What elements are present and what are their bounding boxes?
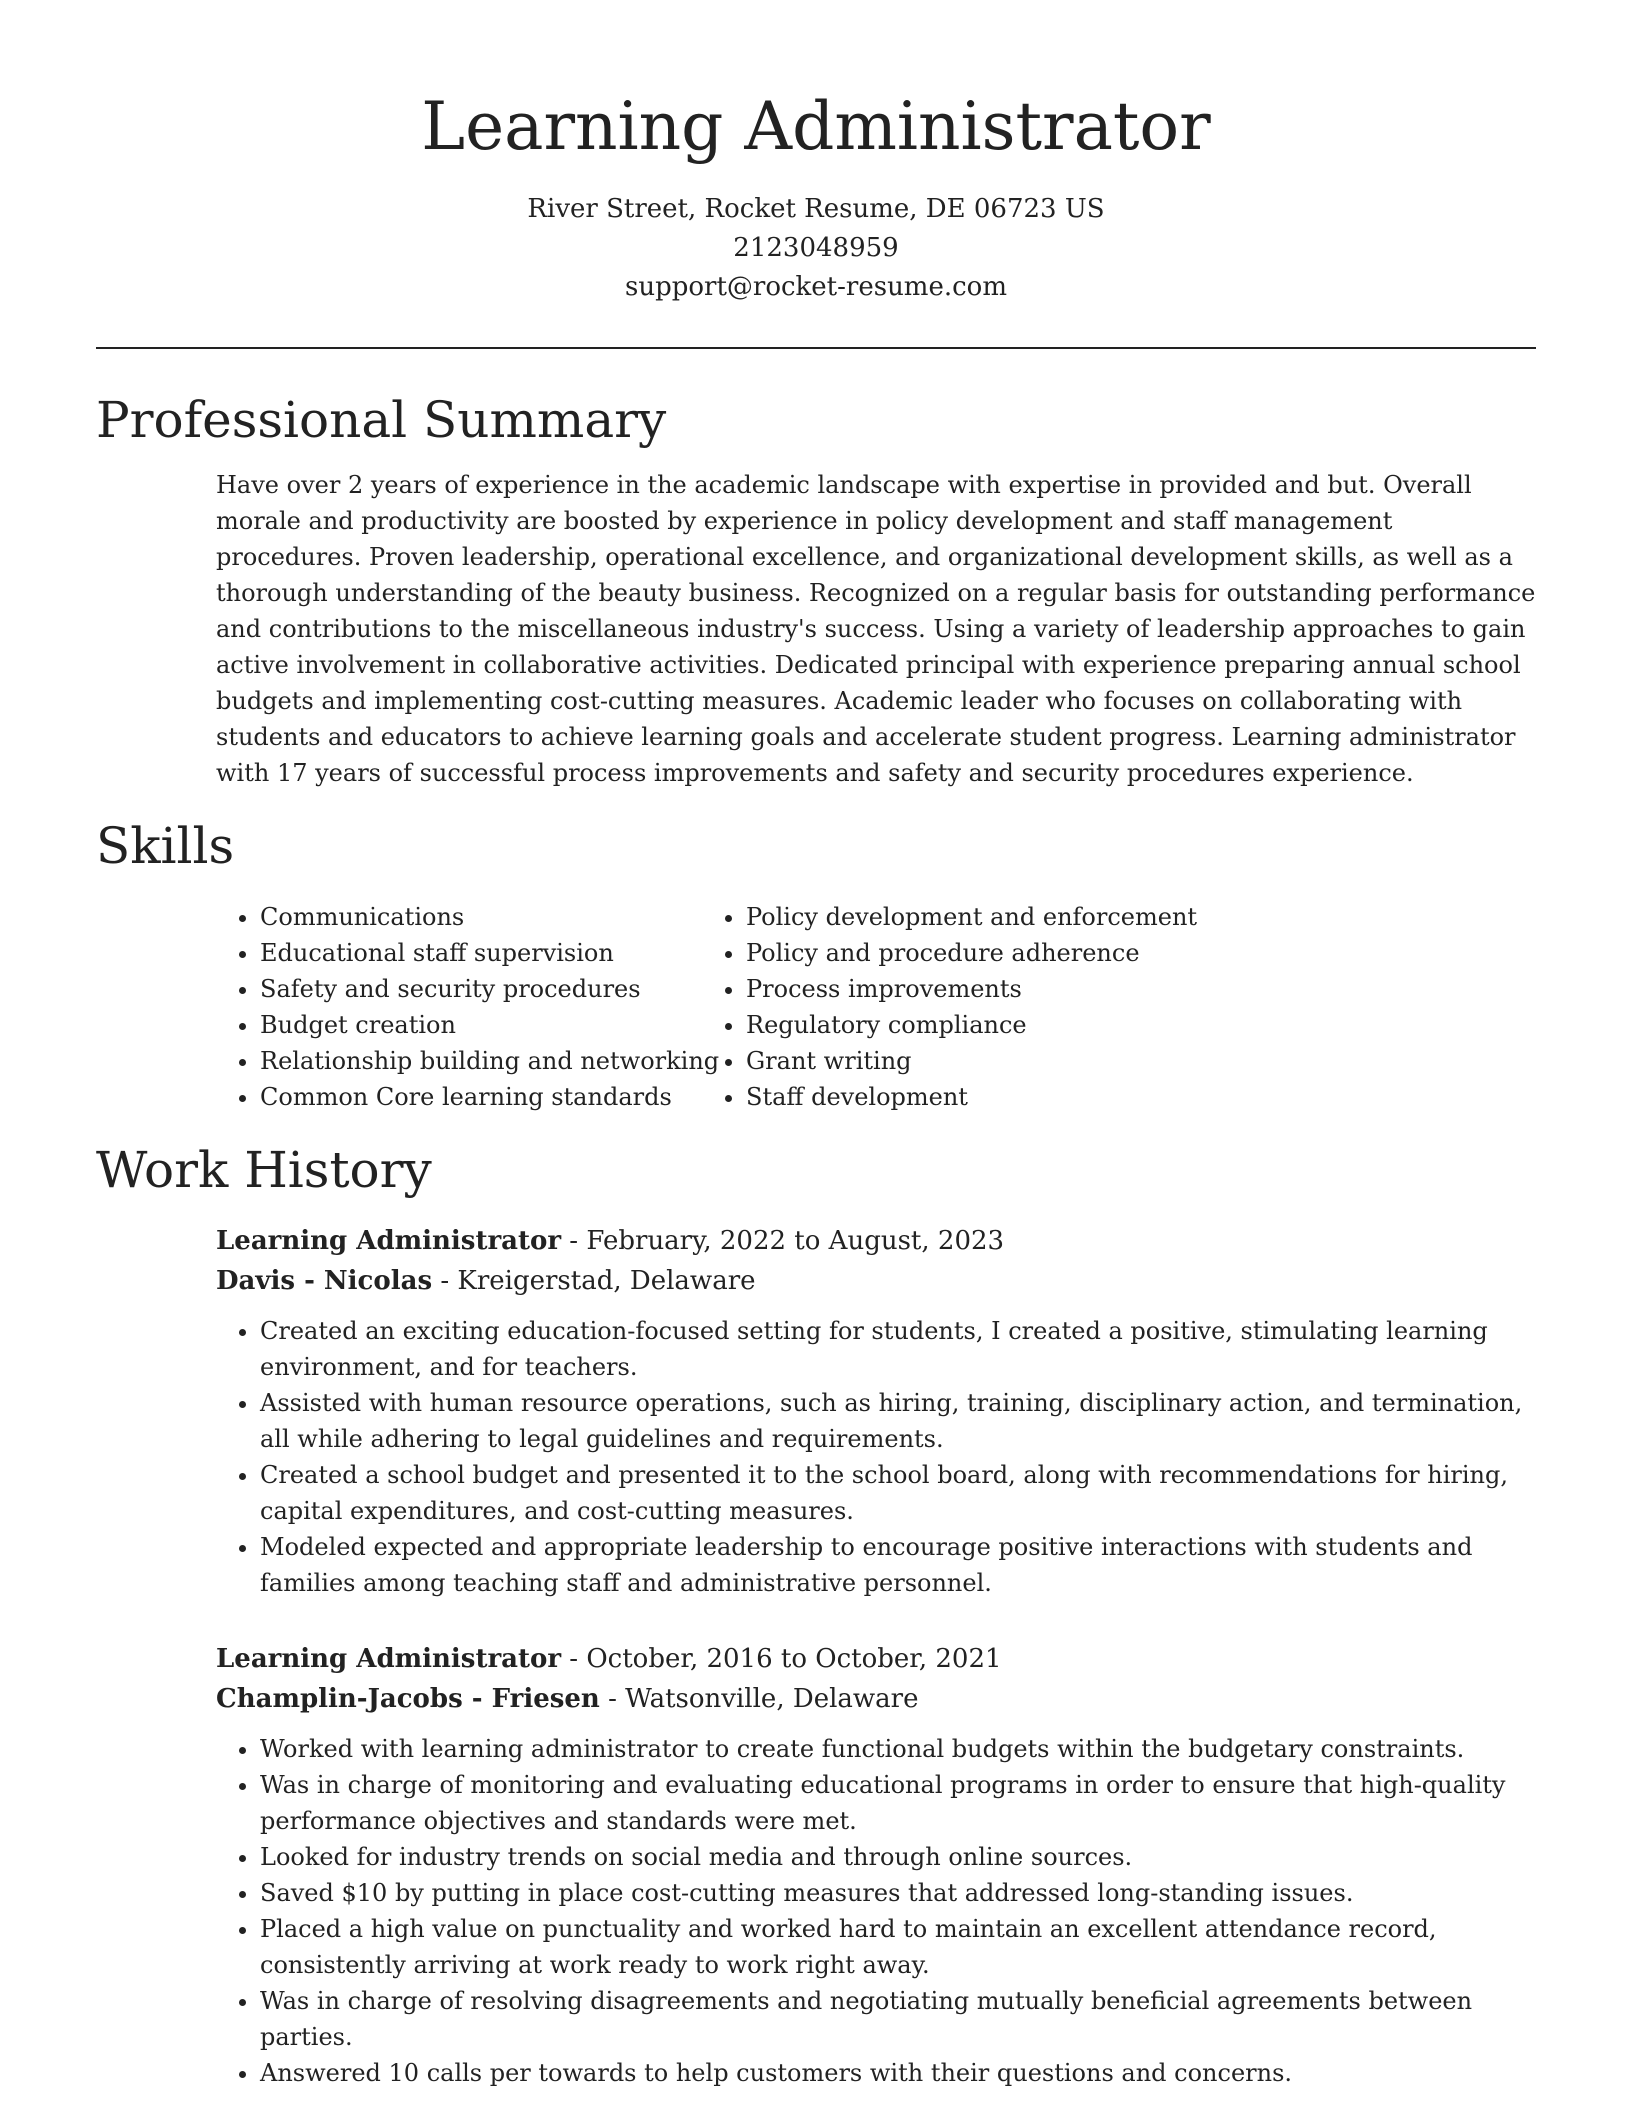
job-location: - Kreigerstad, Delaware xyxy=(432,1266,756,1296)
skill-item: • Budget creation xyxy=(260,1007,746,1043)
skills-column-left xyxy=(96,899,746,1115)
skill-item: • Safety and security procedures xyxy=(260,971,746,1007)
skill-item: • Staff development xyxy=(746,1079,1232,1115)
job-responsibilities xyxy=(216,1313,1536,1601)
summary-heading: Professional Summary xyxy=(96,391,667,449)
header-divider xyxy=(96,347,1536,349)
list-item: • Created a school budget and presented it to the school board, along with recommendations for hiring, capital expenditures, and cost-cutting measures. xyxy=(260,1457,1536,1529)
work-history-heading: Work History xyxy=(96,1141,432,1199)
list-item: • Worked with learning administrator to create functional budgets within the budgetary constraints. xyxy=(260,1731,1536,1767)
job-dates: - February, 2022 to August, 2023 xyxy=(561,1226,1005,1256)
summary-text: Have over 2 years of experience in the academic landscape with expertise in provided and but. Overall morale and productivity are boosted by experience in policy development and staff management procedures. Proven leadership, operational excellence, and organizational development skills, as well as a thorough understanding of the beauty business. Recognized on a regular basis for outstanding performance and contributions to the miscellaneous industry's success. Using a variety of leadership approaches to gain active involvement in collaborative activities. Dedicated principal with experience preparing annual school budgets and implementing cost-cutting measures. Academic leader who focuses on collaborating with students and educators to achieve learning goals and accelerate student progress. Learning administrator with 17 years of successful process improvements and safety and security procedures experience. xyxy=(216,471,1536,787)
skill-item: • Relationship building and networking xyxy=(260,1043,746,1079)
skill-item: • Regulatory compliance xyxy=(746,1007,1232,1043)
list-item: • Saved $10 by putting in place cost-cutting measures that addressed long-standing issues. xyxy=(260,1875,1536,1911)
job-company-line xyxy=(216,1679,1536,1719)
address: River Street, Rocket Resume, DE 06723 US xyxy=(527,194,1105,224)
phone: 2123048959 xyxy=(733,233,899,263)
list-item: • Was in charge of monitoring and evaluating educational programs in order to ensure that high-quality performance objectives and standards were met. xyxy=(260,1767,1536,1839)
resume-header xyxy=(96,0,1536,307)
skill-item: • Grant writing xyxy=(746,1043,1232,1079)
list-item: • Answered 10 calls per towards to help customers with their questions and concerns. xyxy=(260,2055,1536,2091)
list-item: • Looked for industry trends on social media and through online sources. xyxy=(260,1839,1536,1875)
job-location: - Watsonville, Delaware xyxy=(599,1684,919,1714)
list-item: • Placed a high value on punctuality and worked hard to maintain an excellent attendance record, consistently arriving at work ready to work right away. xyxy=(260,1911,1536,1983)
skills-heading: Skills xyxy=(96,817,235,875)
candidate-name: Learning Administrator xyxy=(421,88,1211,165)
skill-item: • Common Core learning standards xyxy=(260,1079,746,1115)
job-position: Learning Administrator xyxy=(216,1226,562,1256)
resume-page xyxy=(96,0,1536,2091)
job-title-line xyxy=(216,1221,1536,1261)
job-company: Davis - Nicolas xyxy=(216,1266,433,1296)
job-company-line xyxy=(216,1261,1536,1301)
email: support@rocket-resume.com xyxy=(624,272,1007,302)
list-item: • Was in charge of resolving disagreements and negotiating mutually beneficial agreements between parties. xyxy=(260,1983,1536,2055)
list-item: • Assisted with human resource operations, such as hiring, training, disciplinary action, and termination, all while adhering to legal guidelines and requirements. xyxy=(260,1385,1536,1457)
skill-item: • Policy development and enforcement xyxy=(746,899,1232,935)
list-item: • Modeled expected and appropriate leadership to encourage positive interactions with students and families among teaching staff and administrative personnel. xyxy=(260,1529,1536,1601)
contact-info xyxy=(96,190,1536,307)
job-company: Champlin-Jacobs - Friesen xyxy=(216,1684,600,1714)
job-dates: - October, 2016 to October, 2021 xyxy=(561,1644,1002,1674)
skill-item: • Educational staff supervision xyxy=(260,935,746,971)
job-position: Learning Administrator xyxy=(216,1644,562,1674)
job-entry xyxy=(216,1221,1536,1301)
skill-item: • Communications xyxy=(260,899,746,935)
job-responsibilities xyxy=(216,1731,1536,2091)
skill-item: • Policy and procedure adherence xyxy=(746,935,1232,971)
skills-list xyxy=(96,899,1536,1115)
skills-column-right xyxy=(746,899,1232,1115)
job-title-line xyxy=(216,1639,1536,1679)
list-item: • Created an exciting education-focused setting for students, I created a positive, stimulating learning environment, and for teachers. xyxy=(260,1313,1536,1385)
job-entry xyxy=(216,1639,1536,1719)
skill-item: • Process improvements xyxy=(746,971,1232,1007)
